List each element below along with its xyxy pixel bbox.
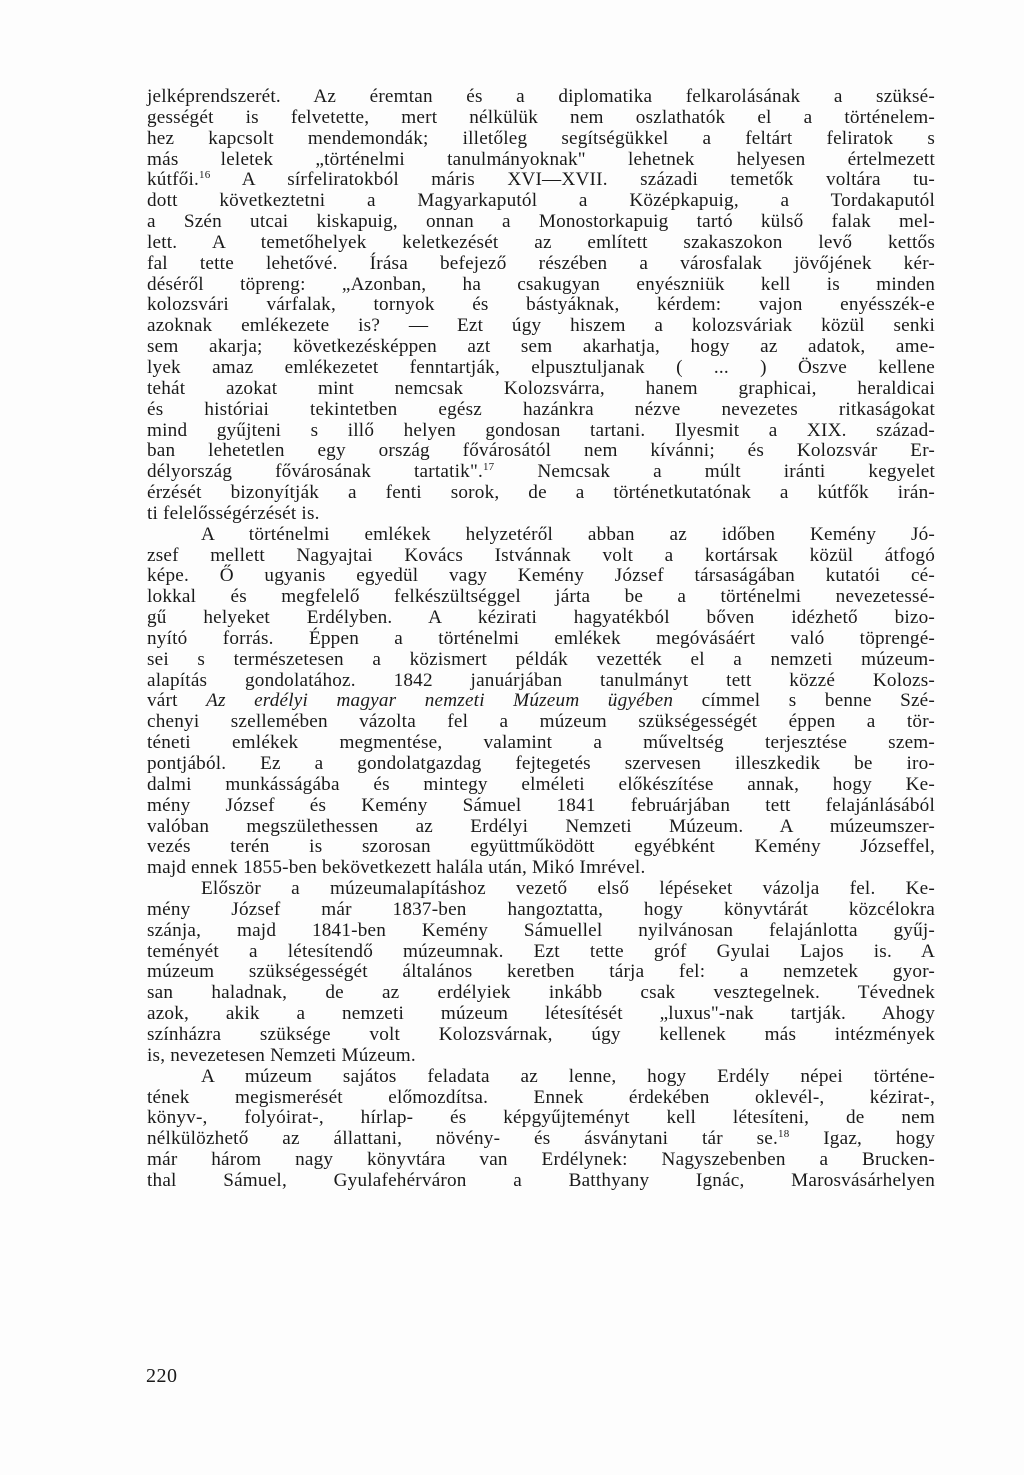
text-line: sei s természetesen a közismert példák vezették el a nemzeti múzeum- [147, 648, 935, 670]
text-line: Először a múzeumalapításhoz vezető első lépéseket vázolja fel. Ke- [201, 878, 935, 900]
text-line: chenyi szellemében vázolta fel a múzeum szükségességét éppen a tör- [147, 711, 935, 733]
text-line: mind gyűjteni s illő helyen gondosan tartani. Ilyesmit a XIX. század- [147, 419, 935, 441]
paragraph [147, 87, 935, 525]
text-line: is, nevezetesen Nemzeti Múzeum. [147, 1044, 416, 1066]
page-number: 220 [146, 1365, 178, 1387]
text-line: már három nagy könyvtára van Erdélynek: Nagyszebenben a Brucken- [147, 1149, 935, 1171]
body-text [147, 87, 935, 1192]
text-line: dalmi munkásságába és mintegy elméleti előkészítése annak, hogy Ke- [147, 773, 935, 795]
text-line: azok, akik a nemzeti múzeum létesítését „luxus"-nak tartják. Ahogy [147, 1003, 935, 1025]
text-line: A történelmi emlékek helyzetéről abban az időben Kemény Jó- [201, 523, 935, 545]
text-line: színházra szüksége volt Kolozsvárnak, úgy kellenek más intézmények [147, 1023, 935, 1045]
text-line: délyország fővárosának tartatik".$^{17}$ Nemcsak a múlt iránti kegyelet [147, 461, 935, 483]
text-line: tehát azokat mint nemcsak Kolozsvárra, hanem graphicai, heraldicai [147, 377, 935, 399]
text-line: sem akarja; következésképpen azt sem akarhatja, hogy az adatok, ame- [147, 336, 935, 358]
text-line: lett. A temetőhelyek keletkezését az említett szakaszokon levő kettős [147, 231, 935, 253]
text-line: könyv-, folyóirat-, hírlap- és képgyűjteményt kell létesíteni, de nem [147, 1107, 935, 1129]
text-line: mény József és Kemény Sámuel 1841 februárjában tett felajánlásából [147, 794, 935, 816]
text-line: déséről töpreng: „Azonban, ha csakugyan enyészniük kell is minden [147, 273, 935, 295]
paragraph [147, 525, 935, 879]
text-line: érzését bizonyítják a fenti sorok, de a történetkutatónak a kútfők irán- [147, 482, 935, 504]
text-line: gű helyeket Erdélyben. A kézirati hagyatékból bőven idézhető bizo- [147, 607, 935, 629]
text-line: vezés terén is szorosan együttműködött egyébként Kemény Józseffel, [147, 836, 935, 858]
paragraph [147, 879, 935, 1067]
text-line: teményét a létesítendő múzeumnak. Ezt tette gróf Gyulai Lajos is. A [147, 940, 935, 962]
text-line: azoknak emlékezete is? — Ezt úgy hiszem a kolozsváriak közül senki [147, 315, 935, 337]
text-line: képe. Ő ugyanis egyedül vagy Kemény József társaságában kutatói cé- [147, 565, 935, 587]
paragraph [147, 1067, 935, 1192]
text-line: zsef mellett Nagyajtai Kovács Istvánnak volt a kortársak közül átfogó [147, 544, 935, 566]
text-line: gességét is felvetette, mert nélkülük nem oszlathatók el a történelem- [147, 106, 935, 128]
text-line: nyító forrás. Éppen a történelmi emlékek megóvásáért való töprengé- [147, 627, 935, 649]
text-line: pontjából. Ez a gondolatgazdag fejtegetés szervesen illeszkedik be iro- [147, 753, 935, 774]
text-line: thal Sámuel, Gyulafehérváron a Batthyany Ignác, Marosvásárhelyen [147, 1169, 935, 1191]
text-line: kútfői.$^{16}$ A sírfeliratokból máris XVI—XVII. századi temetők voltára tu- [147, 169, 935, 191]
text-line: és históriai tekintetben egész hazánkra nézve nevezetes ritkaságokat [147, 398, 935, 420]
text-line: dott következtetni a Magyarkaputól a Középkapuig, a Tordakaputól [147, 190, 935, 212]
text-line: kolozsvári várfalak, tornyok és bástyáknak, kérdem: vajon enyésszék-e [147, 294, 935, 316]
text-line: alapítás gondolatához. 1842 januárjában tanulmányt tett közzé Kolozs- [147, 669, 935, 691]
text-line: nélkülözhető az állattani, növény- és ásványtani tár se.$^{18}$ Igaz, hogy [147, 1128, 935, 1150]
text-line: jelképrendszerét. Az éremtan és a diplomatika felkarolásának a szüksé- [147, 86, 935, 107]
text-line: ban lehetetlen egy ország fővárosától nem kívánni; és Kolozsvár Er- [147, 440, 935, 462]
text-line: várt Az erdélyi magyar nemzeti Múzeum ügyében címmel s benne Szé- [147, 690, 935, 712]
text-line: san haladnak, de az erdélyiek inkább csak vesztegelnek. Tévednek [147, 982, 935, 1004]
text-line: más leletek „történelmi tanulmányoknak" lehetnek helyesen értelmezett [147, 148, 935, 170]
text-line: téneti emlékek megmentése, valamint a műveltség terjesztése szem- [147, 732, 935, 754]
text-line: hez kapcsolt mendemondák; illetőleg segítségükkel a feltárt feliratok s [147, 127, 935, 149]
text-line: tének megismerését előmozdítsa. Ennek érdekében oklevél-, kézirat-, [147, 1086, 935, 1108]
text-line: mény József már 1837-ben hangoztatta, hogy könyvtárát közcélokra [147, 898, 935, 920]
text-line: fal tette lehetővé. Írása befejező részében a városfalak jövőjének kér- [147, 252, 935, 274]
text-line: valóban megszülethessen az Erdélyi Nemzeti Múzeum. A múzeumszer- [147, 815, 935, 837]
text-line: a Szén utcai kiskapuig, onnan a Monostorkapuig tartó külső falak mel- [147, 211, 935, 233]
text-line: majd ennek 1855-ben bekövetkezett halála után, Mikó Imrével. [147, 857, 646, 879]
text-line: A múzeum sajátos feladata az lenne, hogy Erdély népei történe- [201, 1065, 935, 1087]
text-line: ti felelősségérzését is. [147, 502, 320, 524]
text-line: múzeum szükségességét általános keretben tárja fel: a nemzetek gyor- [147, 961, 935, 983]
text-line: lyek amaz emlékezetet fenntartják, elpusztuljanak ( ... ) Öszve kellene [147, 356, 935, 378]
text-line: szánja, majd 1841-ben Kemény Sámuellel nyilvánosan felajánlotta gyűj- [147, 919, 935, 941]
text-line: lokkal és megfelelő felkészültséggel járta be a történelmi nevezetessé- [147, 586, 935, 608]
